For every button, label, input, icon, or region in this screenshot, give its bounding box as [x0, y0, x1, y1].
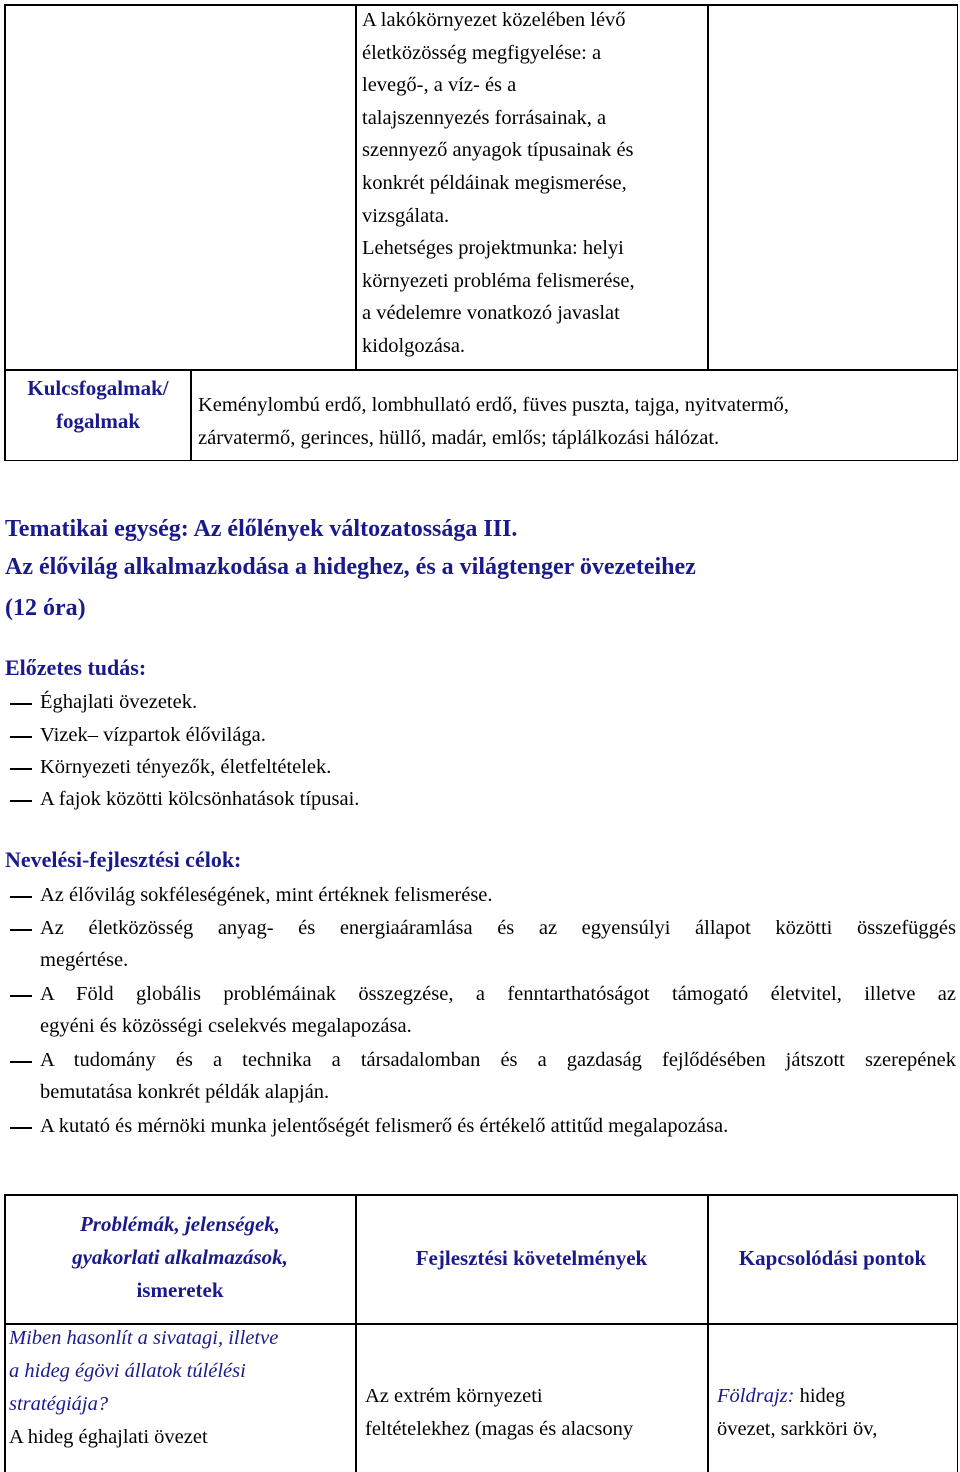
- question-line: a hideg égövi állatok túlélési: [9, 1360, 246, 1382]
- activity-line: életközösség megfigyelése: a: [362, 41, 602, 64]
- key-concepts-label: [6, 372, 190, 438]
- activity-line: A lakókörnyezet közelében lévő: [362, 9, 626, 31]
- requirement-line: feltételekhez (magas és alacsony: [365, 1418, 634, 1440]
- activity-cell: [362, 4, 704, 363]
- list-item: A tudomány és a technika a társadalomban és a gazdaság fejlődésében játszott szerepének: [40, 1049, 956, 1071]
- activity-line: vizsgálata.: [362, 204, 450, 227]
- list-item-cont: bemutatása konkrét példák alapján.: [40, 1081, 330, 1103]
- key-text-line: Keménylombú erdő, lombhullató erdő, füves puszta, tajga, nyitvatermő,: [198, 394, 789, 416]
- activity-line: talajszennyezés forrásainak, a: [362, 106, 607, 129]
- dash-bullet: [10, 736, 32, 738]
- list-item: A Föld globális problémáinak összegzése, a fenntarthatóságot támogató életvitel, illetve az: [40, 983, 956, 1005]
- unit-hours: (12 óra): [5, 595, 86, 621]
- key-label-line: Kulcsfogalmak/: [27, 376, 169, 400]
- header-line: gyakorlati alkalmazások,: [72, 1245, 288, 1269]
- activity-line: a védelemre vonatkozó javaslat: [362, 302, 620, 325]
- question-line: Miben hasonlít a sivatagi, illetve: [9, 1327, 279, 1349]
- connection-line: [717, 1380, 955, 1413]
- list-item-cont: megértése.: [40, 949, 129, 971]
- key-text-line: zárvatermő, gerinces, hüllő, madár, emlős; táplálkozási hálózat.: [198, 426, 720, 449]
- goals-heading: Nevelési-fejlesztési célok:: [5, 847, 242, 872]
- question-line: stratégiája?: [9, 1393, 109, 1415]
- requirement-line: Az extrém környezeti: [365, 1385, 543, 1407]
- connections-cell: [717, 1380, 955, 1446]
- topic-line: A hideg éghajlati övezet: [9, 1426, 208, 1448]
- list-item: A kutató és mérnöki munka jelentőségét felismerő és értékelő attitűd megalapozása.: [40, 1115, 729, 1137]
- key-label-line: fogalmak: [56, 409, 140, 433]
- dash-bullet: [10, 929, 32, 931]
- activity-line: környezeti probléma felismerése,: [362, 269, 635, 292]
- col-connections-header: Kapcsolódási pontok: [738, 1246, 927, 1270]
- dash-bullet: [10, 800, 32, 802]
- subject-name: Földrajz:: [717, 1385, 795, 1407]
- key-concepts-text: [198, 389, 954, 454]
- dash-bullet: [10, 995, 32, 997]
- list-item: Éghajlati övezetek.: [40, 691, 198, 713]
- unit-subtitle: Az élővilág alkalmazkodása a hideghez, és a világtenger övezeteihez: [5, 554, 696, 580]
- list-item: Az életközösség anyag- és energiaáramlása és az egyensúlyi állapot közötti összefüggés: [40, 917, 956, 939]
- header-line: Problémák, jelenségek,: [79, 1212, 281, 1236]
- list-item: Az élővilág sokféleségének, mint értéknek felismerése.: [40, 884, 493, 906]
- connection-line: övezet, sarkköri öv,: [717, 1418, 878, 1440]
- col-requirements-header: Fejlesztési követelmények: [415, 1246, 648, 1270]
- prior-knowledge-heading: Előzetes tudás:: [5, 655, 147, 680]
- list-item: A fajok közötti kölcsönhatások típusai.: [40, 788, 360, 810]
- dash-bullet: [10, 1061, 32, 1063]
- activity-line: kidolgozása.: [362, 334, 466, 357]
- dash-bullet: [10, 703, 32, 705]
- list-item-cont: egyéni és közösségi cselekvés megalapozása.: [40, 1015, 412, 1037]
- activity-line: konkrét példáinak megismerése,: [362, 171, 627, 194]
- header-line: ismeretek: [136, 1278, 224, 1302]
- dash-bullet: [10, 768, 32, 770]
- activity-line: szennyező anyagok típusainak és: [362, 139, 634, 162]
- activity-line: Lehetséges projektmunka: helyi: [362, 237, 624, 260]
- activity-line: levegő-, a víz- és a: [362, 74, 517, 97]
- unit-title: Tematikai egység: Az élőlények változatossága III.: [5, 516, 518, 542]
- dash-bullet: [10, 1127, 32, 1129]
- list-item: Környezeti tényezők, életfeltételek.: [40, 756, 332, 778]
- requirements-cell: [365, 1380, 705, 1446]
- dash-bullet: [10, 896, 32, 898]
- list-item: Vizek– vízpartok élővilága.: [40, 724, 266, 746]
- col-problems-header: [6, 1208, 354, 1307]
- problems-cell: [9, 1322, 353, 1454]
- connection-text: hideg: [794, 1385, 846, 1407]
